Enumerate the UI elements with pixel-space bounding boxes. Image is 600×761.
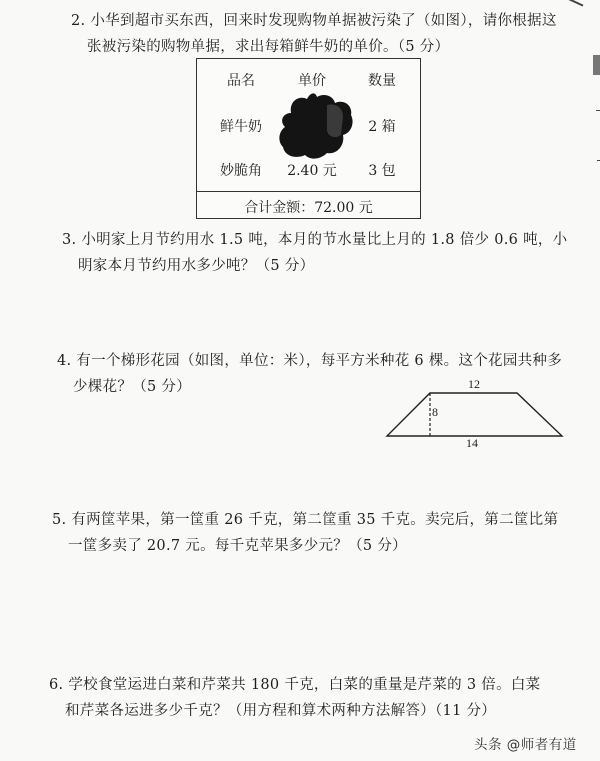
scan-artifact	[563, 0, 584, 7]
item-name: 鲜牛奶	[220, 119, 262, 135]
question-2-line-1: 2. 小华到超市买东西，回来时发现购物单据被污染了（如图），请你根据这	[71, 13, 557, 29]
question-3-line-2: 明家本月节约用水多少吨？（5 分）	[78, 258, 315, 274]
trapezoid-diagram	[380, 375, 570, 450]
scan-artifact	[593, 55, 600, 75]
header-quantity: 数量	[368, 73, 396, 89]
item-quantity: 3 包	[368, 163, 396, 179]
trapezoid-height-label: 8	[432, 405, 438, 419]
question-2	[71, 8, 557, 60]
question-6-line-1: 6. 学校食堂运进白菜和芹菜共 180 千克，白菜的重量是芹菜的 3 倍。白菜	[49, 677, 541, 693]
question-4-line-2: 少棵花？（5 分）	[73, 379, 192, 395]
shopping-receipt	[196, 58, 421, 219]
header-unit-price: 单价	[298, 73, 326, 89]
question-5-line-2: 一筐多卖了 20.7 元。每千克苹果多少元？（5 分）	[68, 538, 407, 554]
item-price: 2.40 元	[287, 163, 337, 179]
question-4-line-1: 4. 有一个梯形花园（如图，单位：米），每平方米种花 6 棵。这个花园共种多	[57, 353, 563, 369]
watermark: 头条 @师者有道	[474, 737, 577, 753]
receipt-divider	[197, 191, 420, 192]
item-quantity: 2 箱	[368, 119, 396, 135]
receipt-total: 合计金额：72.00 元	[244, 200, 373, 216]
question-6	[49, 672, 540, 724]
trapezoid-top-label: 12	[468, 377, 480, 391]
item-name: 妙脆角	[220, 163, 262, 179]
question-3-line-1: 3. 小明家上月节约用水 1.5 吨，本月的节水量比上月的 1.8 倍少 0.6 吨，小	[62, 232, 568, 248]
question-5-line-1: 5. 有两筐苹果，第一筐重 26 千克，第二筐重 35 千克。卖完后，第二筐比第	[52, 512, 559, 528]
ink-stain-icon	[277, 91, 357, 161]
question-5	[52, 507, 558, 559]
question-6-line-2: 和芹菜各运进多少千克？（用方程和算术两种方法解答）（11 分）	[65, 703, 497, 719]
trapezoid-bottom-label: 14	[466, 436, 478, 450]
question-2-line-2: 张被污染的购物单据，求出每箱鲜牛奶的单价。（5 分）	[87, 39, 450, 55]
scan-artifact	[596, 110, 600, 111]
header-item-name: 品名	[227, 73, 255, 89]
question-3	[62, 227, 567, 279]
